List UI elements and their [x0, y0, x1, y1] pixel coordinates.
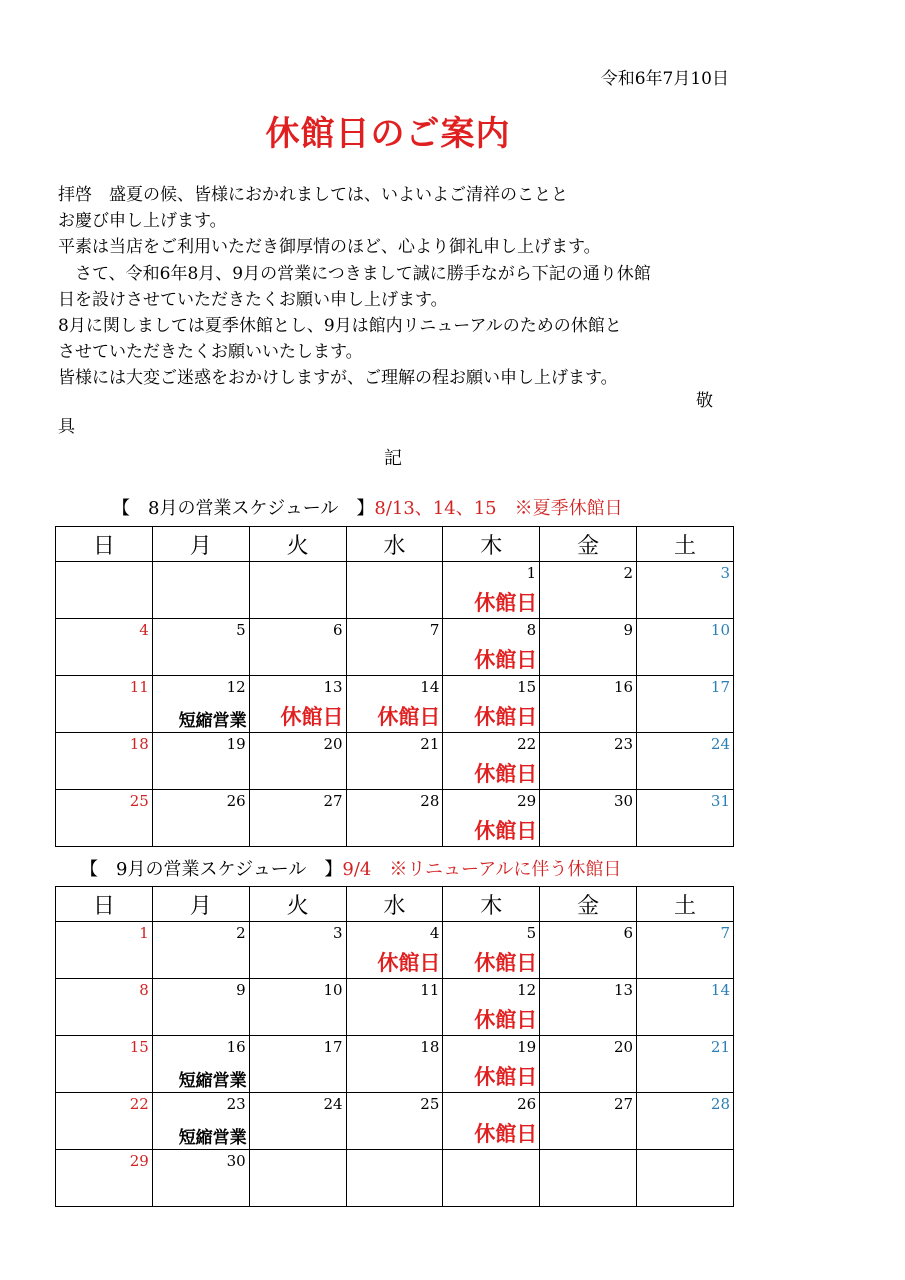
- calendar-day-cell: [540, 1036, 637, 1093]
- weekday-header: 日: [56, 887, 153, 922]
- weekday-header: 木: [443, 527, 540, 562]
- closed-day-label: 休館日: [474, 1008, 538, 1032]
- day-number: 4: [429, 924, 440, 942]
- calendar-empty-cell: [346, 1150, 443, 1207]
- calendar-day-cell: [152, 1150, 249, 1207]
- weekday-header: 日: [56, 527, 153, 562]
- day-number: 2: [623, 564, 634, 582]
- day-number: 6: [623, 924, 634, 942]
- day-number: 29: [517, 792, 537, 810]
- calendar-day-cell: [540, 562, 637, 619]
- weekday-header-row: [56, 887, 734, 922]
- day-number: 13: [323, 678, 343, 696]
- calendar-week-row: [56, 1150, 734, 1207]
- calendar-day-cell: [346, 790, 443, 847]
- calendar-day-cell: [56, 979, 153, 1036]
- day-number: 14: [420, 678, 440, 696]
- calendar-empty-cell: [56, 562, 153, 619]
- day-number: 13: [613, 981, 634, 999]
- day-number: 17: [323, 1038, 343, 1056]
- day-number: 8: [139, 981, 149, 999]
- day-number: 1: [139, 924, 149, 942]
- short-hours-label: 短縮営業: [178, 1071, 247, 1091]
- august-calendar: [55, 526, 734, 847]
- day-number: 7: [720, 924, 730, 942]
- calendar-day-cell: [56, 922, 153, 979]
- day-number: 22: [517, 735, 537, 753]
- calendar-week-row: [56, 790, 734, 847]
- calendar-week-row: [56, 1036, 734, 1093]
- day-number: 12: [517, 981, 537, 999]
- calendar-day-cell: [56, 1036, 153, 1093]
- closed-day-label: 休館日: [474, 1122, 538, 1146]
- calendar-day-cell: [540, 619, 637, 676]
- weekday-header: 火: [249, 527, 346, 562]
- day-number: 31: [710, 792, 730, 810]
- calendar-day-cell: [249, 790, 346, 847]
- day-number: 17: [710, 678, 730, 696]
- weekday-header: 金: [540, 527, 637, 562]
- weekday-header: 金: [540, 887, 637, 922]
- day-number: 6: [332, 621, 343, 639]
- calendar-day-cell: [346, 1036, 443, 1093]
- calendar-day-cell: [346, 1093, 443, 1150]
- day-number: 10: [323, 981, 343, 999]
- september-calendar: [55, 886, 734, 1207]
- letter-line: 8月に関しましては夏季休館とし、9月は館内リニューアルのための休館と: [58, 316, 622, 337]
- august-schedule-heading: [112, 494, 623, 520]
- day-number: 30: [226, 1152, 246, 1170]
- day-number: 11: [129, 678, 149, 696]
- day-number: 1: [526, 564, 537, 582]
- calendar-empty-cell: [346, 562, 443, 619]
- calendar-day-cell: [443, 1036, 540, 1093]
- calendar-day-cell: [56, 1093, 153, 1150]
- calendar-day-cell: [540, 733, 637, 790]
- calendar-empty-cell: [540, 1150, 637, 1207]
- calendar-day-cell: [637, 619, 734, 676]
- day-number: 15: [129, 1038, 149, 1056]
- calendar-empty-cell: [443, 1150, 540, 1207]
- closed-day-label: 休館日: [474, 762, 538, 786]
- closed-day-label: 休館日: [474, 648, 538, 672]
- day-number: 14: [710, 981, 730, 999]
- letter-line: させていただきたくお願いいたします。: [58, 342, 363, 363]
- calendar-day-cell: [346, 619, 443, 676]
- day-number: 5: [526, 924, 537, 942]
- calendar-day-cell: [152, 1036, 249, 1093]
- calendar-day-cell: [443, 979, 540, 1036]
- closed-day-label: 休館日: [474, 591, 538, 615]
- closed-day-label: 休館日: [377, 951, 441, 975]
- weekday-header: 月: [152, 527, 249, 562]
- calendar-day-cell: [443, 562, 540, 619]
- closed-day-label: 休館日: [474, 951, 538, 975]
- short-hours-label: 短縮営業: [178, 1128, 247, 1148]
- day-number: 11: [420, 981, 440, 999]
- day-number: 16: [613, 678, 634, 696]
- calendar-day-cell: [637, 733, 734, 790]
- calendar-day-cell: [443, 1093, 540, 1150]
- august-heading-note: 8/13、14、15 ※夏季休館日: [374, 498, 623, 519]
- day-number: 27: [613, 1095, 634, 1113]
- day-number: 28: [420, 792, 440, 810]
- calendar-day-cell: [249, 733, 346, 790]
- calendar-day-cell: [443, 676, 540, 733]
- day-number: 25: [420, 1095, 440, 1113]
- closing-keigu-1: 敬: [696, 391, 713, 411]
- september-heading-label: 【 9月の営業スケジュール 】: [80, 859, 343, 880]
- calendar-day-cell: [249, 619, 346, 676]
- letter-line: 皆様には大変ご迷惑をおかけしますが、ご理解の程お願い申し上げます。: [58, 368, 618, 389]
- document-title: 休館日のご案内: [265, 114, 511, 154]
- calendar-day-cell: [56, 619, 153, 676]
- calendar-week-row: [56, 562, 734, 619]
- weekday-header: 土: [637, 527, 734, 562]
- day-number: 21: [420, 735, 440, 753]
- letter-line: お慶び申し上げます。: [58, 211, 227, 232]
- day-number: 8: [526, 621, 537, 639]
- closed-day-label: 休館日: [474, 819, 538, 843]
- september-schedule-heading: [80, 855, 621, 881]
- calendar-day-cell: [152, 733, 249, 790]
- day-number: 28: [710, 1095, 730, 1113]
- day-number: 24: [323, 1095, 343, 1113]
- letter-line: 日を設けさせていただきたくお願い申し上げます。: [58, 289, 448, 310]
- calendar-day-cell: [152, 676, 249, 733]
- day-number: 9: [236, 981, 246, 999]
- calendar-day-cell: [249, 922, 346, 979]
- weekday-header: 水: [346, 527, 443, 562]
- calendar-day-cell: [152, 790, 249, 847]
- day-number: 9: [623, 621, 634, 639]
- august-heading-label: 【 8月の営業スケジュール 】: [112, 498, 375, 519]
- day-number: 30: [613, 792, 634, 810]
- calendar-empty-cell: [249, 1150, 346, 1207]
- short-hours-label: 短縮営業: [178, 711, 247, 731]
- document-date: 令和6年7月10日: [600, 69, 729, 89]
- day-number: 27: [323, 792, 343, 810]
- day-number: 20: [323, 735, 343, 753]
- calendar-empty-cell: [249, 562, 346, 619]
- day-number: 24: [710, 735, 730, 753]
- day-number: 5: [236, 621, 246, 639]
- letter-line: 拝啓 盛夏の候、皆様におかれましては、いよいよご清祥のことと: [58, 185, 568, 205]
- calendar-day-cell: [152, 922, 249, 979]
- calendar-day-cell: [443, 733, 540, 790]
- closing-keigu-2: 具: [58, 417, 75, 437]
- closed-day-label: 休館日: [474, 1065, 538, 1089]
- calendar-day-cell: [249, 1036, 346, 1093]
- calendar-week-row: [56, 733, 734, 790]
- day-number: 23: [226, 1095, 246, 1113]
- weekday-header: 水: [346, 887, 443, 922]
- calendar-day-cell: [346, 676, 443, 733]
- day-number: 25: [129, 792, 149, 810]
- day-number: 19: [517, 1038, 537, 1056]
- calendar-day-cell: [249, 1093, 346, 1150]
- letter-body: [58, 182, 738, 392]
- day-number: 20: [613, 1038, 634, 1056]
- calendar-day-cell: [540, 979, 637, 1036]
- calendar-day-cell: [346, 979, 443, 1036]
- day-number: 19: [226, 735, 246, 753]
- calendar-day-cell: [346, 922, 443, 979]
- calendar-day-cell: [637, 979, 734, 1036]
- calendar-day-cell: [540, 1093, 637, 1150]
- calendar-empty-cell: [637, 1150, 734, 1207]
- calendar-day-cell: [637, 562, 734, 619]
- letter-line: さて、令和6年8月、9月の営業につきまして誠に勝手ながら下記の通り休館: [58, 263, 651, 284]
- calendar-day-cell: [56, 733, 153, 790]
- calendar-day-cell: [540, 922, 637, 979]
- day-number: 3: [720, 564, 730, 582]
- calendar-day-cell: [249, 979, 346, 1036]
- weekday-header: 木: [443, 887, 540, 922]
- weekday-header: 火: [249, 887, 346, 922]
- letter-line: 平素は当店をご利用いただき御厚情のほど、心より御礼申し上げます。: [58, 237, 601, 258]
- day-number: 22: [129, 1095, 149, 1113]
- ki-heading: 記: [384, 448, 402, 469]
- day-number: 23: [613, 735, 634, 753]
- day-number: 7: [429, 621, 440, 639]
- weekday-header: 土: [637, 887, 734, 922]
- calendar-day-cell: [346, 733, 443, 790]
- calendar-day-cell: [249, 676, 346, 733]
- calendar-day-cell: [443, 619, 540, 676]
- calendar-week-row: [56, 1093, 734, 1150]
- day-number: 26: [517, 1095, 537, 1113]
- day-number: 15: [517, 678, 537, 696]
- day-number: 2: [236, 924, 246, 942]
- day-number: 3: [332, 924, 343, 942]
- september-heading-note: 9/4 ※リニューアルに伴う休館日: [342, 859, 622, 880]
- calendar-day-cell: [152, 979, 249, 1036]
- calendar-day-cell: [56, 1150, 153, 1207]
- calendar-day-cell: [540, 790, 637, 847]
- closed-day-label: 休館日: [474, 705, 538, 729]
- day-number: 16: [226, 1038, 246, 1056]
- day-number: 29: [129, 1152, 149, 1170]
- calendar-day-cell: [637, 676, 734, 733]
- calendar-week-row: [56, 979, 734, 1036]
- calendar-day-cell: [637, 1036, 734, 1093]
- calendar-day-cell: [443, 790, 540, 847]
- calendar-day-cell: [152, 1093, 249, 1150]
- day-number: 4: [139, 621, 149, 639]
- closed-day-label: 休館日: [377, 705, 441, 729]
- calendar-empty-cell: [152, 562, 249, 619]
- day-number: 26: [226, 792, 246, 810]
- day-number: 18: [420, 1038, 440, 1056]
- calendar-day-cell: [152, 619, 249, 676]
- day-number: 21: [710, 1038, 730, 1056]
- calendar-day-cell: [637, 1093, 734, 1150]
- weekday-header-row: [56, 527, 734, 562]
- calendar-week-row: [56, 922, 734, 979]
- calendar-week-row: [56, 619, 734, 676]
- calendar-day-cell: [56, 790, 153, 847]
- calendar-day-cell: [56, 676, 153, 733]
- closed-day-label: 休館日: [280, 705, 344, 729]
- day-number: 12: [226, 678, 246, 696]
- weekday-header: 月: [152, 887, 249, 922]
- calendar-day-cell: [637, 922, 734, 979]
- calendar-day-cell: [637, 790, 734, 847]
- calendar-week-row: [56, 676, 734, 733]
- calendar-day-cell: [540, 676, 637, 733]
- day-number: 10: [710, 621, 730, 639]
- calendar-day-cell: [443, 922, 540, 979]
- day-number: 18: [129, 735, 149, 753]
